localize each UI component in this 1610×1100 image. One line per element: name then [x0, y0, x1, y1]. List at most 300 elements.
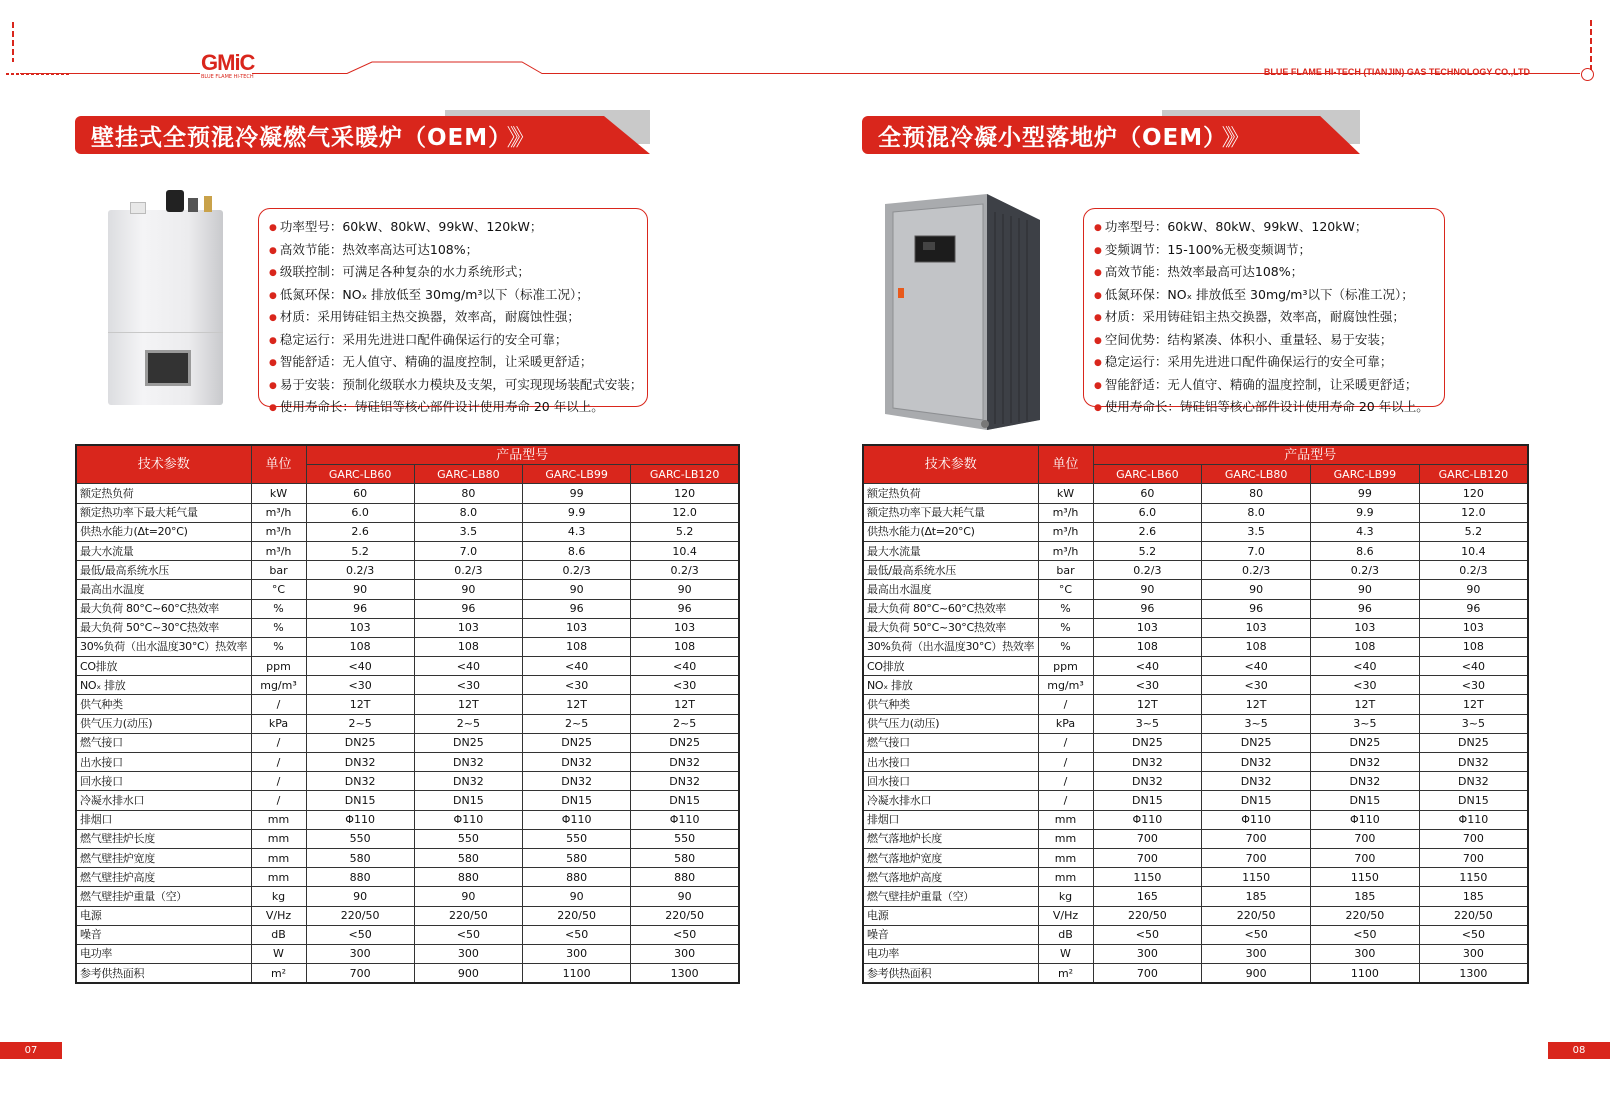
value-cell: 700: [1419, 848, 1528, 867]
value-cell: 90: [1202, 580, 1311, 599]
unit-cell: /: [1038, 772, 1093, 791]
value-cell: 2~5: [523, 714, 631, 733]
value-cell: <30: [523, 676, 631, 695]
value-cell: Φ110: [1202, 810, 1311, 829]
value-cell: DN32: [1202, 772, 1311, 791]
boiler-display-panel: [145, 350, 191, 386]
left-title-text: 壁挂式全预混冷凝燃气采暖炉（OEM）: [91, 125, 501, 151]
value-cell: 103: [1202, 618, 1311, 637]
feature-item: ● 使用寿命长：铸硅铝等核心部件设计使用寿命 20 年以上。: [269, 397, 647, 420]
value-cell: 700: [1311, 848, 1420, 867]
table-row: [863, 829, 1528, 848]
value-cell: 220/50: [1419, 906, 1528, 925]
table-row: [863, 791, 1528, 810]
value-cell: 2~5: [414, 714, 522, 733]
unit-cell: m³/h: [251, 503, 306, 522]
value-cell: 12T: [631, 695, 739, 714]
value-cell: DN32: [1311, 772, 1420, 791]
value-cell: <40: [414, 657, 522, 676]
value-cell: 700: [1311, 829, 1420, 848]
unit-cell: ppm: [1038, 657, 1093, 676]
unit-cell: V/Hz: [1038, 906, 1093, 925]
value-cell: 300: [1419, 944, 1528, 963]
value-cell: 90: [631, 580, 739, 599]
model-name-cell: GARC-LB60: [306, 465, 414, 484]
table-row: [76, 925, 739, 944]
param-name-cell: 电功率: [76, 944, 251, 963]
wall-boiler-image: [108, 210, 223, 405]
model-name-cell: GARC-LB60: [1093, 465, 1202, 484]
value-cell: 220/50: [631, 906, 739, 925]
chevron-right-icon: 》》: [1221, 125, 1245, 151]
unit-cell: mm: [251, 829, 306, 848]
value-cell: 108: [1311, 637, 1420, 656]
value-cell: 5.2: [1093, 541, 1202, 560]
param-name-cell: 燃气落地炉长度: [863, 829, 1038, 848]
table-row: [863, 580, 1528, 599]
unit-cell: kW: [251, 484, 306, 503]
value-cell: 96: [1419, 599, 1528, 618]
table-row: [76, 695, 739, 714]
value-cell: 5.2: [306, 541, 414, 560]
value-cell: 4.3: [1311, 522, 1420, 541]
value-cell: 220/50: [306, 906, 414, 925]
feature-item: ● 空间优势：结构紧凑、体积小、重量轻、易于安装；: [1094, 330, 1444, 353]
value-cell: DN32: [523, 772, 631, 791]
model-name-cell: GARC-LB80: [414, 465, 522, 484]
value-cell: 2.6: [306, 522, 414, 541]
table-row: [76, 829, 739, 848]
value-cell: 12T: [306, 695, 414, 714]
value-cell: DN15: [631, 791, 739, 810]
feature-item: ● 易于安装：预制化级联水力模块及支架，可实现现场装配式安装；: [269, 375, 647, 398]
value-cell: DN15: [1311, 791, 1420, 810]
right-spec-table: [862, 444, 1529, 984]
value-cell: 1100: [523, 964, 631, 984]
param-name-cell: CO排放: [863, 657, 1038, 676]
value-cell: <40: [1419, 657, 1528, 676]
table-row: [863, 906, 1528, 925]
value-cell: 2~5: [631, 714, 739, 733]
param-name-cell: 额定热功率下最大耗气量: [76, 503, 251, 522]
unit-cell: mm: [251, 810, 306, 829]
value-cell: 12.0: [631, 503, 739, 522]
value-cell: 9.9: [1311, 503, 1420, 522]
unit-cell: W: [1038, 944, 1093, 963]
model-header: 产品型号: [306, 445, 739, 465]
param-name-cell: 燃气接口: [863, 733, 1038, 752]
value-cell: 12T: [1093, 695, 1202, 714]
table-row: [76, 522, 739, 541]
value-cell: 90: [414, 887, 522, 906]
value-cell: 108: [523, 637, 631, 656]
value-cell: 1300: [1419, 964, 1528, 984]
value-cell: 103: [1419, 618, 1528, 637]
value-cell: 5.2: [631, 522, 739, 541]
param-name-cell: 回水接口: [76, 772, 251, 791]
table-row: [76, 944, 739, 963]
param-name-cell: 供气压力(动压): [863, 714, 1038, 733]
unit-cell: %: [1038, 599, 1093, 618]
left-feature-list: [259, 209, 647, 420]
value-cell: 220/50: [414, 906, 522, 925]
value-cell: 550: [306, 829, 414, 848]
unit-cell: dB: [251, 925, 306, 944]
unit-cell: /: [251, 753, 306, 772]
table-row: [863, 868, 1528, 887]
value-cell: DN32: [523, 753, 631, 772]
model-header: 产品型号: [1093, 445, 1528, 465]
value-cell: 96: [1093, 599, 1202, 618]
left-crop-mark: [12, 22, 14, 62]
value-cell: 103: [306, 618, 414, 637]
unit-cell: %: [251, 637, 306, 656]
value-cell: 700: [1093, 848, 1202, 867]
value-cell: <30: [414, 676, 522, 695]
value-cell: <50: [1419, 925, 1528, 944]
table-row: [863, 618, 1528, 637]
value-cell: DN25: [1419, 733, 1528, 752]
value-cell: 103: [1093, 618, 1202, 637]
value-cell: 580: [306, 848, 414, 867]
value-cell: 0.2/3: [306, 561, 414, 580]
value-cell: DN32: [1419, 772, 1528, 791]
table-row: [863, 733, 1528, 752]
value-cell: 220/50: [1093, 906, 1202, 925]
table-row: [863, 964, 1528, 984]
value-cell: 880: [306, 868, 414, 887]
table-row: [76, 868, 739, 887]
value-cell: 80: [414, 484, 522, 503]
table-row: [863, 657, 1528, 676]
value-cell: 1150: [1419, 868, 1528, 887]
value-cell: 5.2: [1419, 522, 1528, 541]
value-cell: DN32: [631, 753, 739, 772]
param-name-cell: 参考供热面积: [863, 964, 1038, 984]
param-name-cell: 参考供热面积: [76, 964, 251, 984]
model-name-cell: GARC-LB99: [1311, 465, 1420, 484]
value-cell: 96: [1202, 599, 1311, 618]
unit-cell: bar: [251, 561, 306, 580]
value-cell: 220/50: [523, 906, 631, 925]
value-cell: <50: [414, 925, 522, 944]
unit-cell: kPa: [251, 714, 306, 733]
unit-cell: m²: [251, 964, 306, 984]
value-cell: 700: [306, 964, 414, 984]
left-spec-table: [75, 444, 740, 984]
value-cell: 12T: [1419, 695, 1528, 714]
value-cell: 300: [1202, 944, 1311, 963]
value-cell: 0.2/3: [631, 561, 739, 580]
table-row: [76, 753, 739, 772]
param-name-cell: 燃气落地炉宽度: [863, 848, 1038, 867]
unit-cell: %: [251, 618, 306, 637]
table-row: [863, 925, 1528, 944]
table-row: [863, 887, 1528, 906]
value-cell: 108: [306, 637, 414, 656]
value-cell: 3~5: [1311, 714, 1420, 733]
right-crop-mark: [1590, 20, 1592, 70]
table-row: [76, 733, 739, 752]
table-row: [863, 676, 1528, 695]
value-cell: 0.2/3: [414, 561, 522, 580]
unit-cell: /: [251, 772, 306, 791]
value-cell: <50: [1093, 925, 1202, 944]
table-row: [76, 503, 739, 522]
param-name-cell: 最大负荷 80°C~60°C热效率: [863, 599, 1038, 618]
value-cell: 4.3: [523, 522, 631, 541]
unit-cell: mm: [1038, 868, 1093, 887]
table-row: [76, 657, 739, 676]
value-cell: 700: [1419, 829, 1528, 848]
value-cell: 12.0: [1419, 503, 1528, 522]
value-cell: 8.6: [523, 541, 631, 560]
unit-cell: m³/h: [1038, 522, 1093, 541]
value-cell: 60: [1093, 484, 1202, 503]
param-name-cell: 供气压力(动压): [76, 714, 251, 733]
value-cell: 580: [631, 848, 739, 867]
param-name-cell: 最大水流量: [863, 541, 1038, 560]
table-row: [76, 484, 739, 503]
unit-cell: /: [1038, 695, 1093, 714]
value-cell: 8.0: [414, 503, 522, 522]
value-cell: DN32: [414, 753, 522, 772]
value-cell: 8.0: [1202, 503, 1311, 522]
param-name-cell: 出水接口: [76, 753, 251, 772]
unit-cell: /: [1038, 753, 1093, 772]
unit-cell: m³/h: [251, 522, 306, 541]
value-cell: 108: [414, 637, 522, 656]
value-cell: <40: [1202, 657, 1311, 676]
unit-cell: /: [1038, 791, 1093, 810]
value-cell: 700: [1202, 829, 1311, 848]
value-cell: 3.5: [414, 522, 522, 541]
value-cell: Φ110: [1093, 810, 1202, 829]
value-cell: 7.0: [414, 541, 522, 560]
value-cell: Φ110: [1311, 810, 1420, 829]
value-cell: 550: [523, 829, 631, 848]
param-name-cell: 冷凝水排水口: [76, 791, 251, 810]
unit-cell: W: [251, 944, 306, 963]
model-name-cell: GARC-LB99: [523, 465, 631, 484]
table-row: [863, 503, 1528, 522]
value-cell: <30: [1202, 676, 1311, 695]
value-cell: DN32: [414, 772, 522, 791]
feature-item: ● 使用寿命长：铸硅铝等核心部件设计使用寿命 20 年以上。: [1094, 397, 1444, 420]
param-name-cell: NOₓ 排放: [863, 676, 1038, 695]
value-cell: Φ110: [1419, 810, 1528, 829]
value-cell: <40: [1311, 657, 1420, 676]
table-row: [863, 944, 1528, 963]
value-cell: 700: [1093, 964, 1202, 984]
table-row: [76, 791, 739, 810]
param-name-cell: 燃气壁挂炉高度: [76, 868, 251, 887]
value-cell: 12T: [1202, 695, 1311, 714]
param-name-cell: 冷凝水排水口: [863, 791, 1038, 810]
feature-item: ● 级联控制：可满足各种复杂的水力系统形式；: [269, 262, 647, 285]
unit-cell: mm: [1038, 810, 1093, 829]
value-cell: 220/50: [1202, 906, 1311, 925]
value-cell: 1150: [1311, 868, 1420, 887]
unit-cell: kPa: [1038, 714, 1093, 733]
value-cell: 120: [1419, 484, 1528, 503]
unit-cell: mm: [251, 848, 306, 867]
value-cell: <50: [1311, 925, 1420, 944]
value-cell: <30: [1093, 676, 1202, 695]
table-row: [76, 561, 739, 580]
value-cell: <40: [306, 657, 414, 676]
value-cell: 90: [523, 580, 631, 599]
param-name-cell: 排烟口: [76, 810, 251, 829]
value-cell: 9.9: [523, 503, 631, 522]
table-row: [863, 695, 1528, 714]
value-cell: DN15: [1202, 791, 1311, 810]
company-name: BLUE FLAME HI-TECH (TIANJIN) GAS TECHNOLOGY CO.,LTD: [1263, 67, 1530, 77]
value-cell: DN32: [1093, 753, 1202, 772]
unit-cell: m³/h: [251, 541, 306, 560]
value-cell: 700: [1202, 848, 1311, 867]
value-cell: <40: [631, 657, 739, 676]
value-cell: <50: [1202, 925, 1311, 944]
table-row: [76, 599, 739, 618]
feature-item: ● 高效节能：热效率高达可达108%；: [269, 240, 647, 263]
right-feature-box: [1083, 208, 1445, 414]
model-name-cell: GARC-LB80: [1202, 465, 1311, 484]
value-cell: 90: [306, 580, 414, 599]
value-cell: 580: [523, 848, 631, 867]
value-cell: <30: [1311, 676, 1420, 695]
unit-cell: /: [251, 733, 306, 752]
feature-item: ● 低氮环保：NOₓ 排放低至 30mg/m³以下（标准工况）；: [1094, 285, 1444, 308]
value-cell: 90: [306, 887, 414, 906]
param-name-cell: 额定热负荷: [76, 484, 251, 503]
table-row: [76, 637, 739, 656]
param-name-cell: 最大水流量: [76, 541, 251, 560]
param-name-cell: 最大负荷 80°C~60°C热效率: [76, 599, 251, 618]
unit-cell: /: [1038, 733, 1093, 752]
value-cell: DN15: [414, 791, 522, 810]
unit-cell: /: [251, 695, 306, 714]
param-name-cell: 电源: [863, 906, 1038, 925]
value-cell: DN25: [631, 733, 739, 752]
value-cell: 12T: [414, 695, 522, 714]
param-name-cell: 30%负荷（出水温度30°C）热效率: [76, 637, 251, 656]
right-section-title: [862, 110, 1360, 154]
unit-cell: m²: [1038, 964, 1093, 984]
logo-subtitle: BLUE FLAME HI-TECH: [201, 74, 254, 80]
unit-cell: mg/m³: [1038, 676, 1093, 695]
value-cell: 10.4: [631, 541, 739, 560]
feature-item: ● 稳定运行：采用先进进口配件确保运行的安全可靠；: [269, 330, 647, 353]
feature-item: ● 智能舒适：无人值守、精确的温度控制，让采暖更舒适；: [269, 352, 647, 375]
value-cell: DN25: [1311, 733, 1420, 752]
unit-cell: mm: [1038, 848, 1093, 867]
value-cell: 185: [1311, 887, 1420, 906]
value-cell: 880: [523, 868, 631, 887]
value-cell: <30: [306, 676, 414, 695]
param-name-cell: 出水接口: [863, 753, 1038, 772]
value-cell: 96: [523, 599, 631, 618]
param-name-cell: 排烟口: [863, 810, 1038, 829]
table-row: [863, 714, 1528, 733]
header-rule-left: [20, 73, 200, 74]
value-cell: 6.0: [1093, 503, 1202, 522]
value-cell: DN25: [414, 733, 522, 752]
param-name-cell: CO排放: [76, 657, 251, 676]
param-name-cell: 额定热负荷: [863, 484, 1038, 503]
unit-header: 单位: [251, 445, 306, 484]
value-cell: Φ110: [306, 810, 414, 829]
value-cell: 550: [414, 829, 522, 848]
value-cell: 900: [1202, 964, 1311, 984]
table-row: [76, 906, 739, 925]
table-row: [863, 810, 1528, 829]
right-crop-circle: [1581, 68, 1594, 81]
value-cell: DN25: [1202, 733, 1311, 752]
value-cell: 90: [1419, 580, 1528, 599]
value-cell: 1100: [1311, 964, 1420, 984]
model-name-cell: GARC-LB120: [1419, 465, 1528, 484]
param-name-cell: 最高出水温度: [76, 580, 251, 599]
table-row: [76, 887, 739, 906]
table-row: [76, 676, 739, 695]
param-name-cell: 供气种类: [863, 695, 1038, 714]
value-cell: 880: [631, 868, 739, 887]
right-feature-list: [1084, 209, 1444, 420]
param-name-cell: 噪音: [863, 925, 1038, 944]
feature-item: ● 功率型号：60kW、80kW、99kW、120kW；: [269, 217, 647, 240]
table-row: [863, 541, 1528, 560]
unit-header: 单位: [1038, 445, 1093, 484]
table-row: [76, 772, 739, 791]
param-name-cell: 供气种类: [76, 695, 251, 714]
value-cell: DN15: [1093, 791, 1202, 810]
value-cell: 300: [414, 944, 522, 963]
value-cell: 103: [523, 618, 631, 637]
value-cell: 185: [1202, 887, 1311, 906]
param-name-cell: 燃气壁挂炉重量（空）: [863, 887, 1038, 906]
feature-item: ● 智能舒适：无人值守、精确的温度控制，让采暖更舒适；: [1094, 375, 1444, 398]
table-row: [863, 599, 1528, 618]
value-cell: Φ110: [414, 810, 522, 829]
value-cell: 103: [414, 618, 522, 637]
unit-cell: kg: [251, 887, 306, 906]
logo-text: GMiC: [201, 50, 255, 75]
param-name-cell: 电源: [76, 906, 251, 925]
value-cell: 10.4: [1419, 541, 1528, 560]
value-cell: DN15: [1419, 791, 1528, 810]
table-row: [863, 522, 1528, 541]
param-name-cell: 最高出水温度: [863, 580, 1038, 599]
value-cell: DN25: [1093, 733, 1202, 752]
left-feature-box: [258, 208, 648, 414]
value-cell: 300: [631, 944, 739, 963]
value-cell: 96: [306, 599, 414, 618]
table-row: [76, 618, 739, 637]
floor-boiler-image: [885, 192, 1040, 430]
feature-item: ● 稳定运行：采用先进进口配件确保运行的安全可靠；: [1094, 352, 1444, 375]
table-row: [863, 637, 1528, 656]
value-cell: 880: [414, 868, 522, 887]
value-cell: <40: [523, 657, 631, 676]
value-cell: DN32: [1311, 753, 1420, 772]
param-name-cell: 燃气落地炉高度: [863, 868, 1038, 887]
table-row: [863, 848, 1528, 867]
value-cell: 0.2/3: [1419, 561, 1528, 580]
value-cell: DN32: [1419, 753, 1528, 772]
value-cell: 580: [414, 848, 522, 867]
value-cell: DN32: [306, 772, 414, 791]
